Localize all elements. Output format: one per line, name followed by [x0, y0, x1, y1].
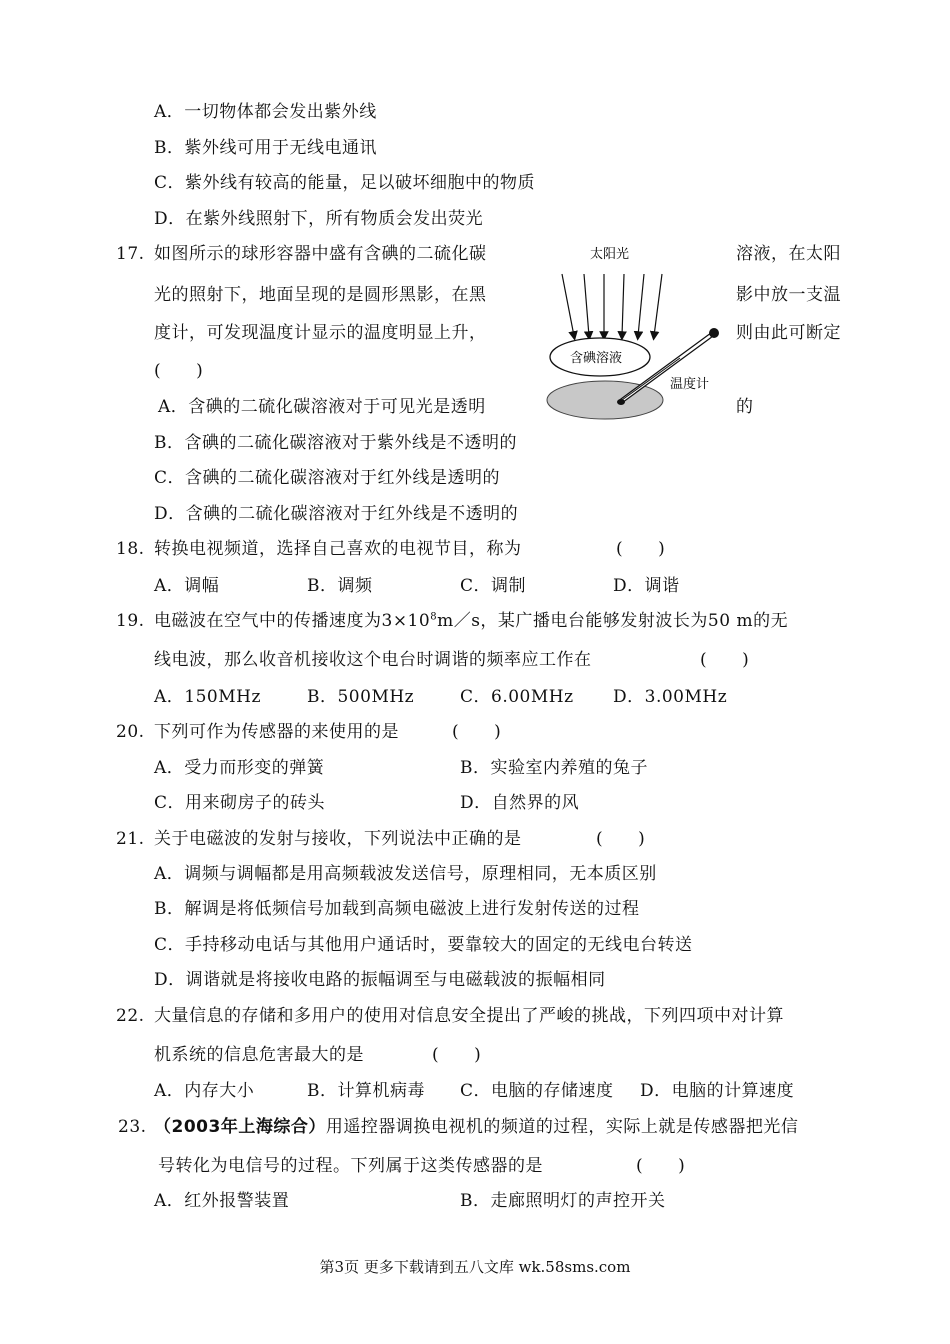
q21-stem: 关于电磁波的发射与接收，下列说法中正确的是: [154, 829, 522, 849]
q23-stem-text: 用遥控器调换电视机的频道的过程，实际上就是传感器把光信: [325, 1117, 799, 1137]
q18-option-c: C．调制: [460, 576, 527, 596]
q21-option-b: B．解调是将低频信号加载到高频电磁波上进行发射传送的过程: [154, 899, 640, 919]
q22-stem-line2: 机系统的信息危害最大的是: [154, 1045, 364, 1065]
q18-stem: 转换电视频道，选择自己喜欢的电视节目，称为: [154, 539, 522, 559]
q21-option-d: D．调谐就是将接收电路的振幅调至与电磁载波的振幅相同: [154, 970, 606, 990]
q18-number: 18.: [116, 539, 145, 559]
q18-blank: ( ): [616, 539, 666, 559]
q19-option-c: C．6.00MHz: [460, 687, 574, 707]
q17-option-a-left: A．含碘的二硫化碳溶液对于可见光是透明: [158, 397, 486, 417]
q19-number: 19.: [116, 611, 145, 631]
q17-option-c: C．含碘的二硫化碳溶液对于红外线是透明的: [154, 468, 501, 488]
q17-line2-right: 影中放一支温: [736, 285, 841, 305]
q19-option-b: B．500MHz: [307, 687, 415, 707]
q23-source: （2003年上海综合）: [154, 1117, 326, 1137]
q17-number: 17.: [116, 244, 145, 264]
q23-stem-line2: 号转化为电信号的过程。下列属于这类传感器的是: [158, 1156, 543, 1176]
q22-option-a: A．内存大小: [154, 1081, 255, 1101]
q18-option-d: D．调谐: [613, 576, 680, 596]
q23-blank: ( ): [636, 1156, 686, 1176]
q19-option-d: D．3.00MHz: [613, 687, 728, 707]
q23-option-a: A．红外报警装置: [154, 1191, 290, 1211]
q16-option-c: C．紫外线有较高的能量，足以破坏细胞中的物质: [154, 173, 536, 193]
q21-number: 21.: [116, 829, 145, 849]
page-footer: 第3页 更多下载请到五八文库 wk.58sms.com: [319, 1258, 631, 1276]
q20-option-a: A．受力而形变的弹簧: [154, 758, 325, 778]
thermometer-label: 温度计: [670, 377, 710, 392]
shadow-ellipse: [547, 381, 663, 419]
q17-option-b: B．含碘的二硫化碳溶液对于紫外线是不透明的: [154, 433, 517, 453]
q17-line3-left: 度计，可发现温度计显示的温度明显上升，: [154, 323, 487, 343]
q20-number: 20.: [116, 722, 145, 742]
q17-line1-right: 溶液，在太阳: [736, 244, 841, 264]
q20-blank: ( ): [452, 722, 502, 742]
q17-line3-right: 则由此可断定: [736, 323, 841, 343]
q23-option-b: B．走廊照明灯的声控开关: [460, 1191, 666, 1211]
q17-option-a-right: 的: [736, 397, 754, 417]
q17-option-d: D．含碘的二硫化碳溶液对于红外线是不透明的: [154, 504, 519, 524]
sunlight-diagram: [540, 240, 730, 425]
q18-option-b: B．调频: [307, 576, 373, 596]
q19-option-a: A．150MHz: [154, 687, 261, 707]
q22-blank: ( ): [432, 1045, 482, 1065]
q19-stem-line1: [154, 609, 788, 633]
sunlight-rays: [562, 274, 662, 336]
q17-blank: ( ): [154, 361, 204, 381]
q16-option-d: D．在紫外线照射下，所有物质会发出荧光: [154, 209, 484, 229]
q16-option-b: B．紫外线可用于无线电通讯: [154, 138, 377, 158]
q19-blank: ( ): [700, 650, 750, 670]
q21-blank: ( ): [596, 829, 646, 849]
q19-stem-part1: 电磁波在空气中的传播速度为3×10: [154, 611, 431, 631]
q23-stem-line1: [154, 1115, 798, 1139]
q21-option-c: C．手持移动电话与其他用户通话时，要靠较大的固定的无线电台转送: [154, 935, 693, 955]
q21-option-a: A．调频与调幅都是用高频载波发送信号，原理相同，无本质区别: [154, 864, 657, 884]
q20-option-d: D．自然界的风: [460, 793, 580, 813]
q22-option-d: D．电脑的计算速度: [640, 1081, 795, 1101]
q16-option-a: A．一切物体都会发出紫外线: [154, 102, 377, 122]
q19-exponent: 8: [430, 611, 438, 623]
q22-number: 22.: [116, 1006, 145, 1026]
sunlight-label: 太阳光: [590, 247, 630, 262]
q18-option-a: A．调幅: [154, 576, 220, 596]
q19-stem-part2: m／s，某广播电台能够发射波长为50 m的无: [437, 611, 789, 631]
q20-option-c: C．用来砌房子的砖头: [154, 793, 326, 813]
q23-number: 23.: [118, 1117, 147, 1137]
q20-option-b: B．实验室内养殖的兔子: [460, 758, 648, 778]
q22-option-b: B．计算机病毒: [307, 1081, 425, 1101]
q19-stem-line2: 线电波，那么收音机接收这个电台时调谐的频率应工作在: [154, 650, 592, 670]
q22-option-c: C．电脑的存储速度: [460, 1081, 614, 1101]
q22-stem-line1: 大量信息的存储和多用户的使用对信息安全提出了严峻的挑战，下列四项中对计算: [154, 1006, 784, 1026]
q20-stem: 下列可作为传感器的来使用的是: [154, 722, 399, 742]
q17-line1-left: 如图所示的球形容器中盛有含碘的二硫化碳: [154, 244, 487, 264]
q17-line2-left: 光的照射下，地面呈现的是圆形黑影，在黑: [154, 285, 487, 305]
container-label: 含碘溶液: [570, 351, 623, 366]
